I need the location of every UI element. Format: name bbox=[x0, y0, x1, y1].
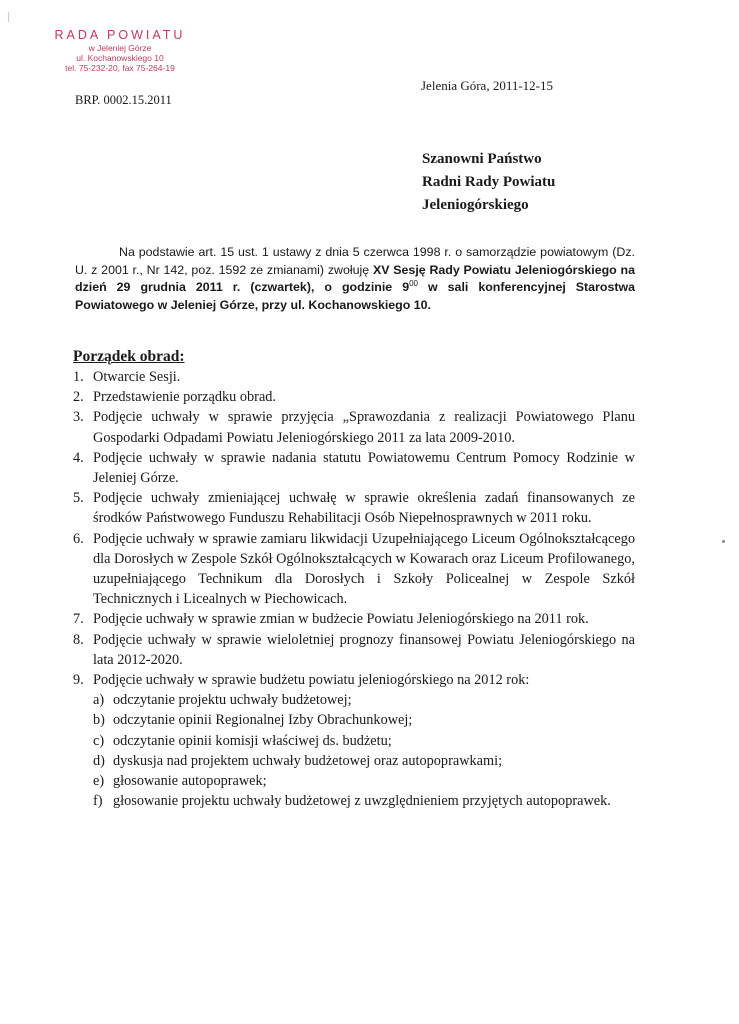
agenda-subitem bbox=[73, 771, 635, 791]
agenda-item-text: Podjęcie uchwały w sprawie budżetu powiatu jeleniogórskiego na 2012 rok: bbox=[93, 672, 530, 689]
intro-time-sup: 00 bbox=[409, 279, 419, 288]
agenda-item-number: 1. bbox=[73, 369, 84, 385]
agenda-subitem-letter: a) bbox=[93, 692, 105, 709]
agenda-item-number: 5. bbox=[73, 490, 84, 507]
agenda-subitem-text: odczytanie projektu uchwały budżetowej; bbox=[113, 692, 352, 709]
agenda-item-text: Podjęcie uchwały w sprawie wieloletniej prognozy finansowej Powiatu Jeleniogórskiego na lata 2012-2020. bbox=[93, 631, 635, 668]
agenda-item-text: Podjęcie uchwały w sprawie zmian w budżecie Powiatu Jeleniogórskiego na 2011 rok. bbox=[93, 611, 589, 628]
stamp-street: ul. Kochanowskiego 10 bbox=[76, 53, 164, 63]
stamp-phone: tel. 75-232-20, fax 75-264-19 bbox=[65, 63, 175, 73]
council-stamp bbox=[30, 28, 210, 73]
agenda-item-number: 2. bbox=[73, 389, 84, 406]
agenda-heading: Porządek obrad: bbox=[73, 348, 185, 365]
agenda-item bbox=[73, 609, 635, 629]
addressee-line: Jeleniogórskiego bbox=[422, 197, 529, 213]
agenda-item bbox=[73, 630, 635, 670]
agenda-item-text: Podjęcie uchwały w sprawie zamiaru likwidacji Uzupełniającego Liceum Ogólnokształcącego dla Dorosłych w Zespole Szkół Ogólnokształcących w Kowarach oraz Liceum Profilowanego, uzupełniającego Technikum dla Dorosłych i Szkoły Policealnej w Zespole Szkół Technicznych i Licealnych w Piechowicach. bbox=[93, 530, 635, 608]
agenda-subitem-text: odczytanie opinii komisji właściwej ds. budżetu; bbox=[113, 732, 392, 749]
agenda-item-text: Podjęcie uchwały w sprawie przyjęcia „Sprawozdania z realizacji Powiatowego Planu Gospodarki Odpadami Powiatu Jeleniogórskiego 2011 za lata 2009-2010. bbox=[93, 409, 635, 446]
agenda-item bbox=[73, 387, 635, 407]
agenda-subitem-letter: b) bbox=[93, 712, 105, 729]
agenda-subitem bbox=[73, 710, 635, 730]
addressee-line: Radni Rady Powiatu bbox=[422, 174, 556, 190]
agenda-item-number: 8. bbox=[73, 631, 84, 648]
addressee-line: Szanowni Państwo bbox=[422, 151, 542, 167]
intro-paragraph bbox=[75, 244, 635, 314]
agenda-item-text: Otwarcie Sesji. bbox=[93, 369, 181, 385]
agenda-subitem-letter: d) bbox=[93, 752, 105, 769]
agenda-item-number: 4. bbox=[73, 449, 84, 466]
agenda-item-number: 9. bbox=[73, 672, 84, 689]
reference-number: BRP. 0002.15.2011 bbox=[75, 93, 172, 107]
intro-bold-session: XV Sesję Rady Powiatu Jeleniogórskiego na dzień 29 grudnia 2011 r. (czwartek), o godzinie 9 bbox=[75, 262, 635, 294]
agenda-subitem-letter: e) bbox=[93, 773, 105, 790]
agenda-item-number: 7. bbox=[73, 611, 84, 628]
agenda-subitem bbox=[73, 791, 635, 811]
agenda-subitem-text: głosowanie projektu uchwały budżetowej z uwzględnieniem przyjętych autopoprawek. bbox=[113, 793, 611, 810]
agenda-item-number: 6. bbox=[73, 530, 84, 547]
stamp-city: w Jeleniej Górze bbox=[88, 43, 152, 53]
agenda-subitem-text: głosowanie autopoprawek; bbox=[113, 773, 267, 790]
agenda-item bbox=[73, 529, 635, 610]
agenda-item bbox=[73, 367, 635, 387]
stamp-title: RADA POWIATU bbox=[54, 28, 186, 42]
agenda-subitem bbox=[73, 731, 635, 751]
intro-bold-venue: w sali konferencyjnej Starostwa Powiatowego w Jeleniej Górze, przy ul. Kochanowskiego 10. bbox=[75, 280, 635, 312]
agenda-subitem bbox=[73, 690, 635, 710]
agenda-item-text: Przedstawienie porządku obrad. bbox=[93, 389, 277, 406]
agenda-item-number: 3. bbox=[73, 409, 84, 426]
place-date: Jelenia Góra, 2011-12-15 bbox=[421, 78, 554, 93]
addressee-block bbox=[422, 148, 682, 217]
intro-text: Na podstawie art. 15 ust. 1 ustawy z dnia 5 czerwca 1998 r. o samorządzie powiatowym (Dz. U. z 2001 r., Nr 142, poz. 1592 ze zmianami) zwołuję bbox=[75, 245, 635, 277]
agenda-subitem-letter: f) bbox=[93, 793, 103, 810]
margin-mark bbox=[8, 12, 9, 22]
agenda-subitem-text: dyskusja nad projektem uchwały budżetowej oraz autopoprawkami; bbox=[113, 752, 503, 769]
agenda-list bbox=[73, 367, 635, 811]
agenda-subitem-letter: c) bbox=[93, 732, 105, 749]
agenda-subitem bbox=[73, 751, 635, 771]
agenda-item bbox=[73, 670, 635, 690]
agenda-item-text: Podjęcie uchwały w sprawie nadania statutu Powiatowemu Centrum Pomocy Rodzinie w Jeleniej Górze. bbox=[93, 449, 635, 487]
agenda-subitem-text: odczytanie opinii Regionalnej Izby Obrachunkowej; bbox=[113, 712, 413, 729]
agenda-item bbox=[73, 407, 635, 447]
agenda-item bbox=[73, 448, 635, 488]
scan-dot bbox=[722, 540, 725, 543]
agenda-item-text: Podjęcie uchwały zmieniającej uchwałę w sprawie określenia zadań finansowanych ze środków Państwowego Funduszu Rehabilitacji Osób Niepełnosprawnych w 2011 roku. bbox=[93, 490, 635, 527]
agenda-item bbox=[73, 488, 635, 528]
